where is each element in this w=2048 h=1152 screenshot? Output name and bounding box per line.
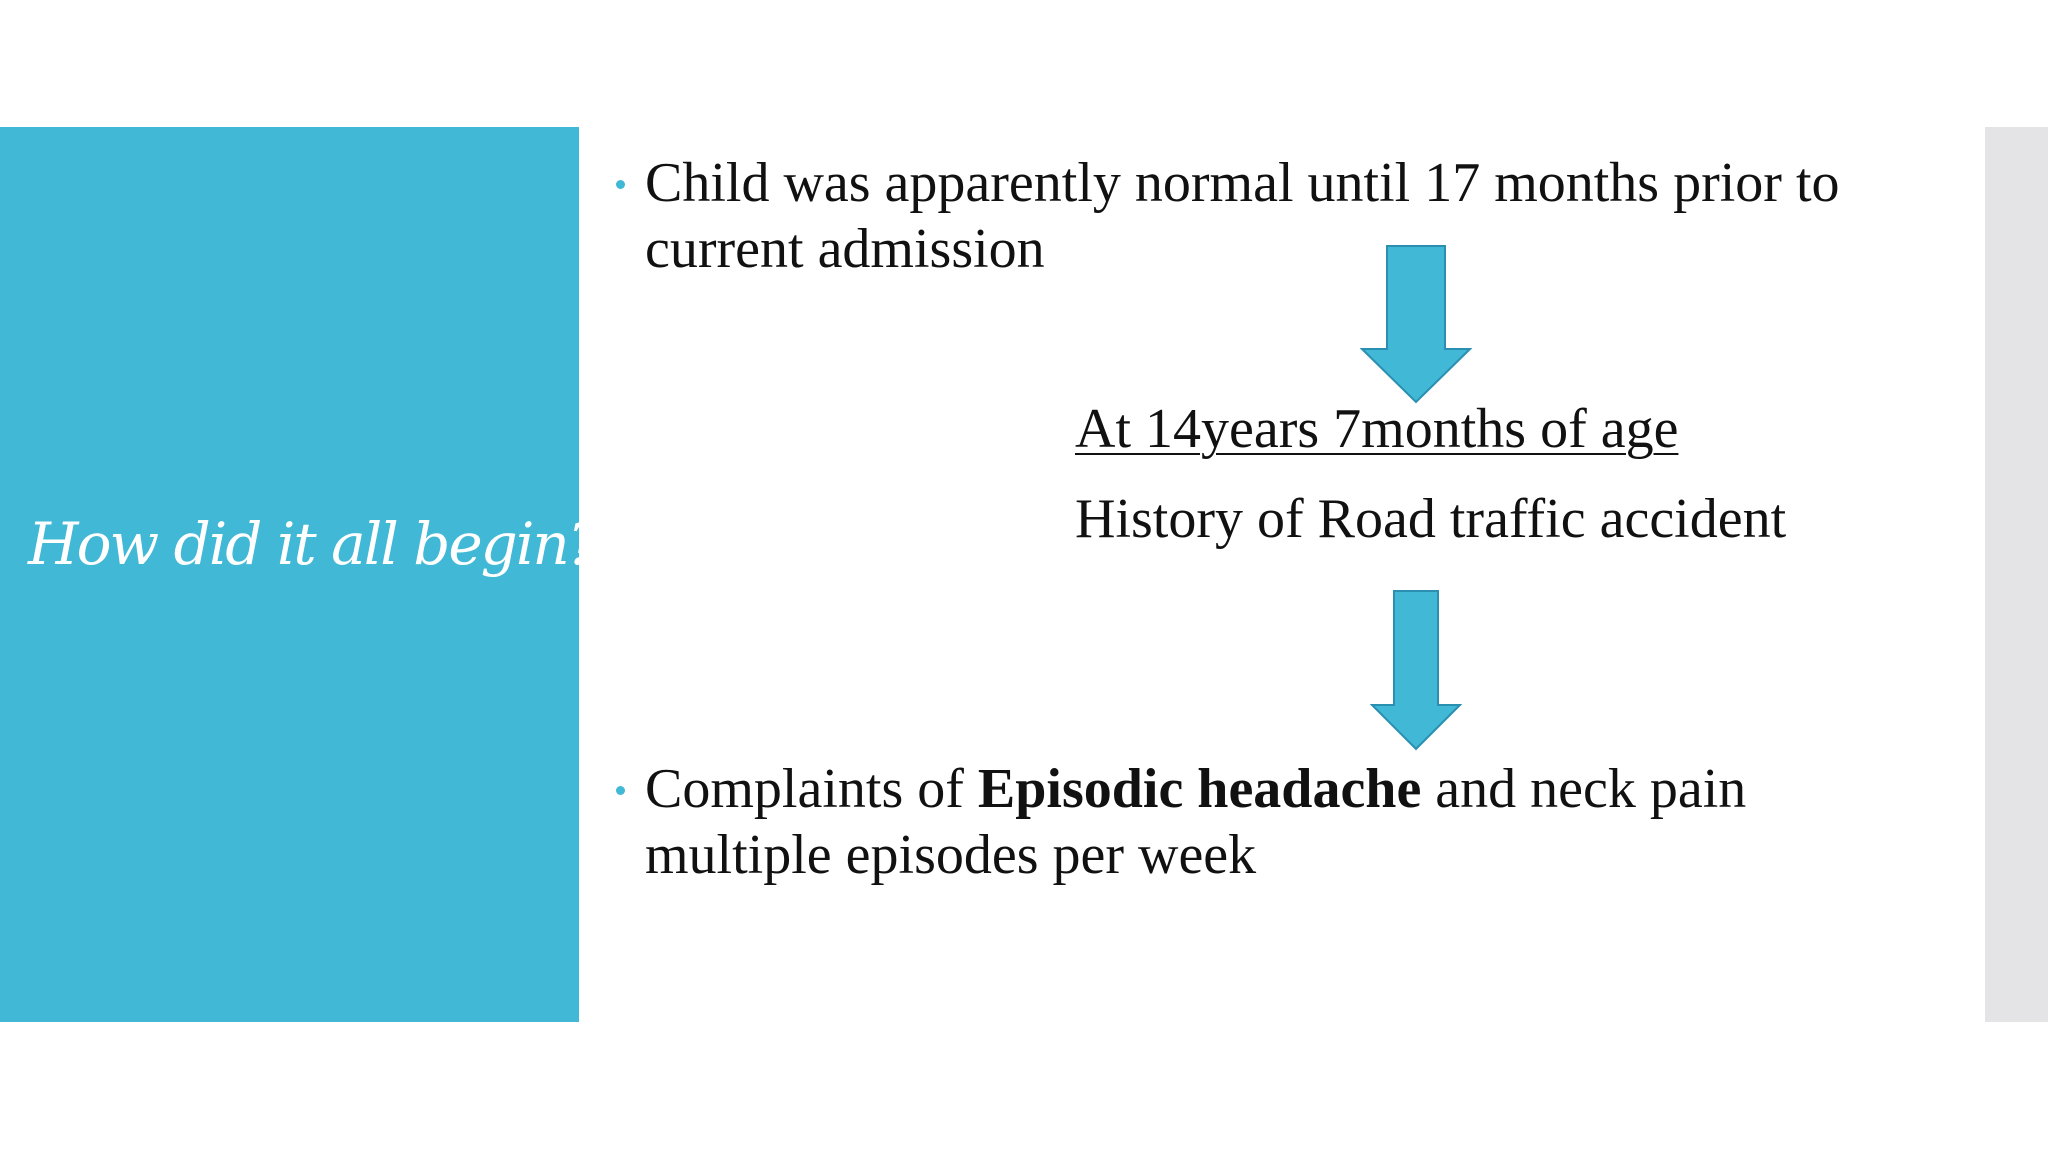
- bullet-text-2: [645, 756, 1945, 888]
- slide-title: How did it all begin?: [28, 510, 597, 578]
- bullet-1-line-2: current admission: [645, 218, 1045, 280]
- right-edge-strip: [1985, 127, 2048, 1022]
- bullet-2-line-2: multiple episodes per week: [645, 824, 1257, 886]
- down-arrow-icon: [1360, 244, 1472, 404]
- bullet-text-1: [645, 150, 1945, 282]
- bullet-2-suffix: and neck pain: [1421, 758, 1747, 820]
- bullet-2-line-1: [645, 756, 1945, 822]
- bullet-2-bold: Episodic headache: [977, 758, 1422, 820]
- down-arrow-icon: [1370, 589, 1462, 751]
- bullet-2-prefix: Complaints of: [645, 758, 978, 820]
- bullet-icon: [616, 786, 625, 795]
- age-label: At 14years 7months of age: [1075, 398, 1679, 460]
- bullet-1-line-1: Child was apparently normal until 17 months prior to: [645, 152, 1840, 214]
- bullet-icon: [616, 180, 625, 189]
- history-label: History of Road traffic accident: [1075, 488, 1787, 550]
